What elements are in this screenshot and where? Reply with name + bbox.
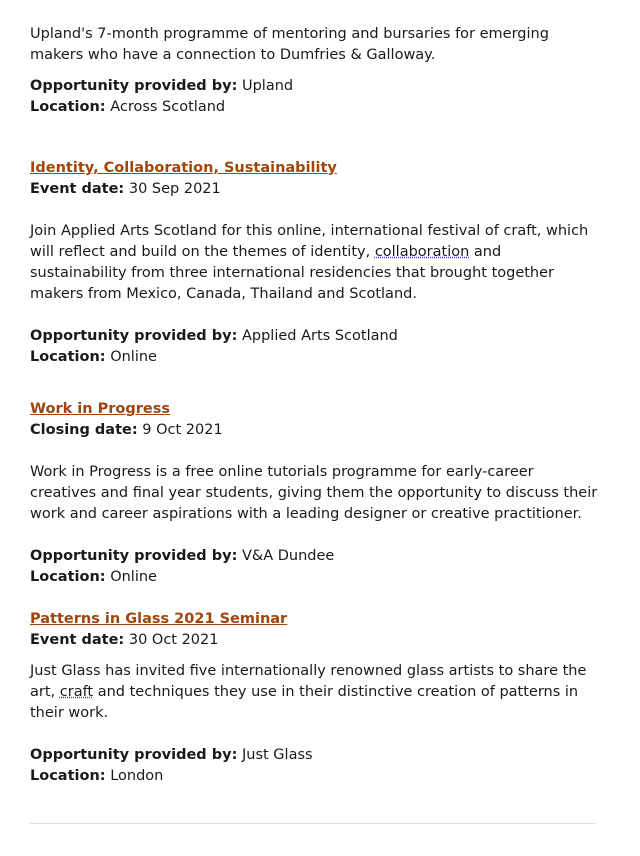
date-label: Closing date: <box>30 422 138 438</box>
date-label: Event date: <box>30 632 125 648</box>
provider-label: Opportunity provided by: <box>30 747 238 763</box>
provider-label: Opportunity provided by: <box>30 328 238 344</box>
location-value: London <box>110 768 164 784</box>
opportunity-location <box>30 766 600 787</box>
description-text: Join Applied Arts Scotland for this online, international festival of craft, which will reflect and build on the themes of identity, <box>30 223 589 260</box>
description-text: Just Glass has invited five internationally renowned glass artists to share the art, <box>30 663 587 700</box>
location-value: Across Scotland <box>110 99 226 115</box>
opportunity-description: Work in Progress is a free online tutorials programme for early-career creatives and final year students, giving them the opportunity to discuss their work and career aspirations with a leading designer or creative practitioner. <box>30 464 598 522</box>
date-value: 9 Oct 2021 <box>142 422 223 438</box>
provider-value: Just Glass <box>241 747 313 763</box>
location-value: Online <box>110 349 157 365</box>
opportunity-title-link[interactable]: Work in Progress <box>30 401 170 417</box>
opportunity-provider <box>30 326 600 347</box>
provider-value: Upland <box>241 78 294 94</box>
date-value: 30 Oct 2021 <box>128 632 219 648</box>
provider-label: Opportunity provided by: <box>30 548 238 564</box>
opportunity-location <box>30 97 600 118</box>
opportunity-description <box>30 221 600 305</box>
location-label: Location: <box>30 349 106 365</box>
opportunity-patterns-in-glass <box>30 609 600 787</box>
opportunity-location <box>30 347 600 368</box>
location-label: Location: <box>30 569 106 585</box>
opportunity-provider <box>30 745 600 766</box>
opportunity-provider <box>30 76 600 97</box>
description-text: and techniques they use in their distinctive creation of patterns in their work. <box>30 684 579 721</box>
opportunity-description <box>30 661 600 724</box>
opportunity-date <box>30 179 600 200</box>
provider-value: V&A Dundee <box>241 548 335 564</box>
opportunity-title-link[interactable]: Identity, Collaboration, Sustainability <box>30 160 337 176</box>
spellcheck-word: collaboration <box>374 244 470 260</box>
location-value: Online <box>110 569 157 585</box>
opportunity-identity-collaboration <box>30 158 600 368</box>
description-text: and sustainability from three international residencies that brought together makers from Mexico, Canada, Thailand and Scotland. <box>30 244 555 302</box>
date-label: Event date: <box>30 181 125 197</box>
opportunity-description: Upland's 7-month programme of mentoring and bursaries for emerging makers who have a connection to Dumfries & Galloway. <box>30 26 549 63</box>
opportunity-date <box>30 420 600 441</box>
location-label: Location: <box>30 99 106 115</box>
opportunities-list <box>30 24 600 787</box>
opportunity-work-in-progress <box>30 399 600 588</box>
opportunity-upland <box>30 24 600 118</box>
provider-value: Applied Arts Scotland <box>241 328 398 344</box>
opportunity-date <box>30 630 600 651</box>
opportunity-location <box>30 567 600 588</box>
spellcheck-word: craft <box>59 684 94 700</box>
provider-label: Opportunity provided by: <box>30 78 238 94</box>
location-label: Location: <box>30 768 106 784</box>
divider <box>30 823 596 824</box>
date-value: 30 Sep 2021 <box>128 181 221 197</box>
opportunity-provider <box>30 546 600 567</box>
opportunity-title-link[interactable]: Patterns in Glass 2021 Seminar <box>30 611 288 627</box>
